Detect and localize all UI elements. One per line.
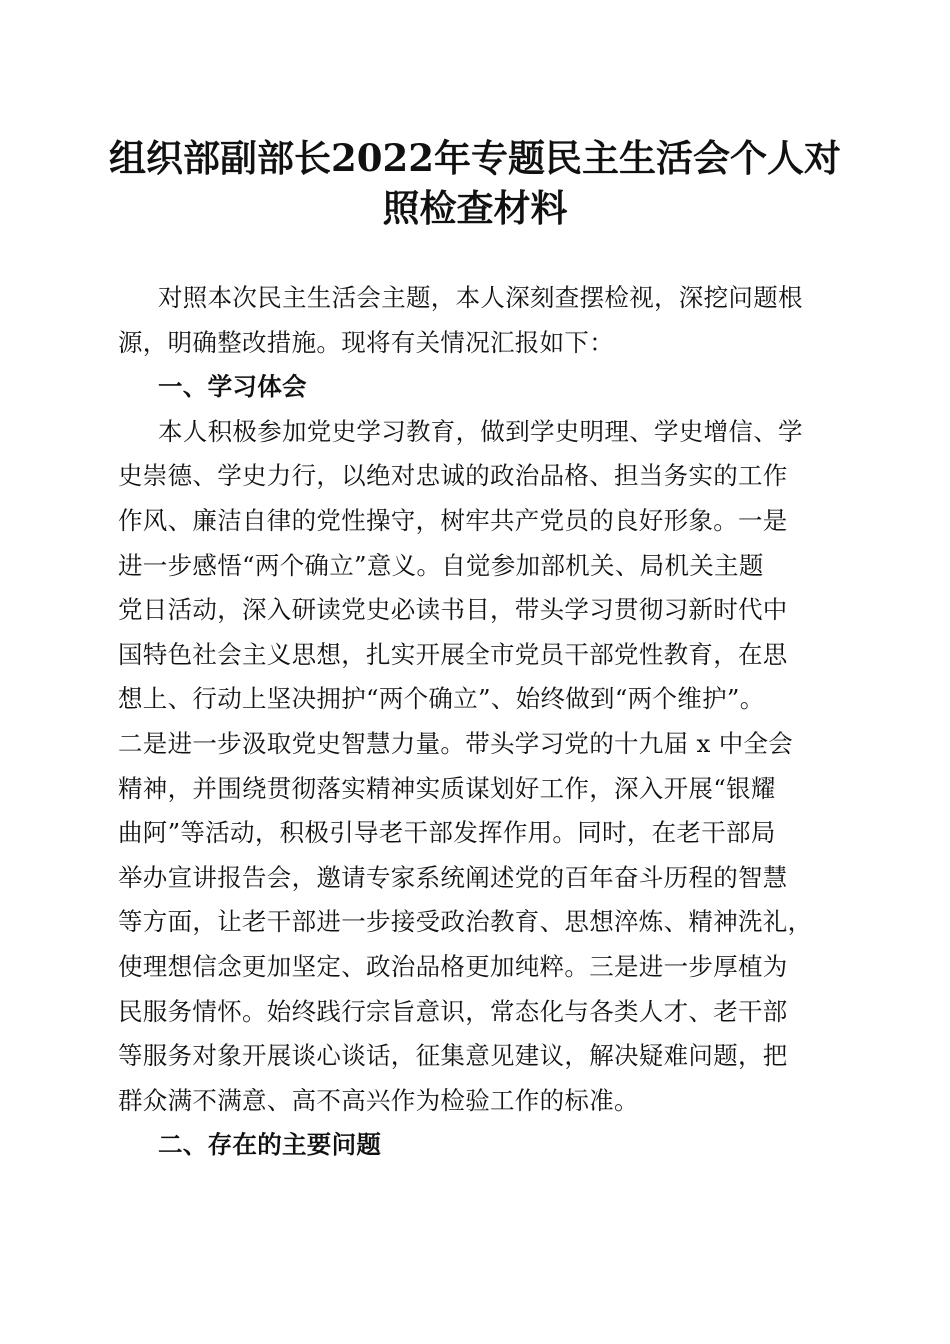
paragraph-line: 二是进一步汲取党史智慧力量。带头学习党的十九届 x 中全会 [118, 728, 794, 758]
paragraph-line: 等方面，让老干部进一步接受政治教育、思想淬炼、精神洗礼， [118, 907, 813, 937]
section-heading: 一、学习体会 [158, 372, 307, 402]
paragraph-line: 源，明确整改措施。现将有关情况汇报如下： [118, 327, 614, 357]
paragraph-line: 想上、行动上坚决拥护“两个确立”、始终做到“两个维护”。 [118, 684, 765, 714]
paragraph-line: 举办宣讲报告会，邀请专家系统阐述党的百年奋斗历程的智慧 [118, 862, 788, 892]
paragraph-line: 对照本次民主生活会主题，本人深刻查摆检视，深挖问题根 [158, 283, 803, 312]
paragraph-line: 史崇德、学史力行，以绝对忠诚的政治品格、担当务实的工作 [118, 461, 788, 491]
section-heading: 二、存在的主要问题 [158, 1130, 382, 1160]
paragraph-line: 民服务情怀。始终践行宗旨意识，常态化与各类人才、老干部 [118, 996, 788, 1026]
paragraph-line: 本人积极参加党史学习教育，做到学史明理、学史增信、学 [158, 416, 803, 446]
document-body [118, 276, 838, 1168]
paragraph-line: 曲阿”等活动，积极引导老干部发挥作用。同时，在老干部局 [118, 818, 776, 848]
paragraph-line: 党日活动，深入研读党史必读书目，带头学习贯彻习新时代中 [118, 595, 788, 625]
document-title-line-2: 照检查材料 [382, 186, 568, 230]
paragraph-line: 作风、廉洁自律的党性操守，树牢共产党员的良好形象。一是 [118, 505, 788, 535]
paragraph-line: 使理想信念更加坚定、政治品格更加纯粹。三是进一步厚植为 [118, 951, 788, 981]
paragraph-line: 精神，并围绕贯彻落实精神实质谋划好工作，深入开展“银耀 [118, 773, 776, 803]
document-title-line-1: 组织部副部长2022年专题民主生活会个人对 [109, 136, 841, 180]
paragraph-line: 进一步感悟“两个确立”意义。自觉参加部机关、局机关主题 [118, 550, 764, 580]
paragraph-line: 国特色社会主义思想，扎实开展全市党员干部党性教育，在思 [118, 639, 788, 669]
paragraph-line: 群众满不满意、高不高兴作为检验工作的标准。 [118, 1085, 639, 1115]
paragraph-line: 等服务对象开展谈心谈话，征集意见建议，解决疑难问题，把 [118, 1041, 788, 1071]
